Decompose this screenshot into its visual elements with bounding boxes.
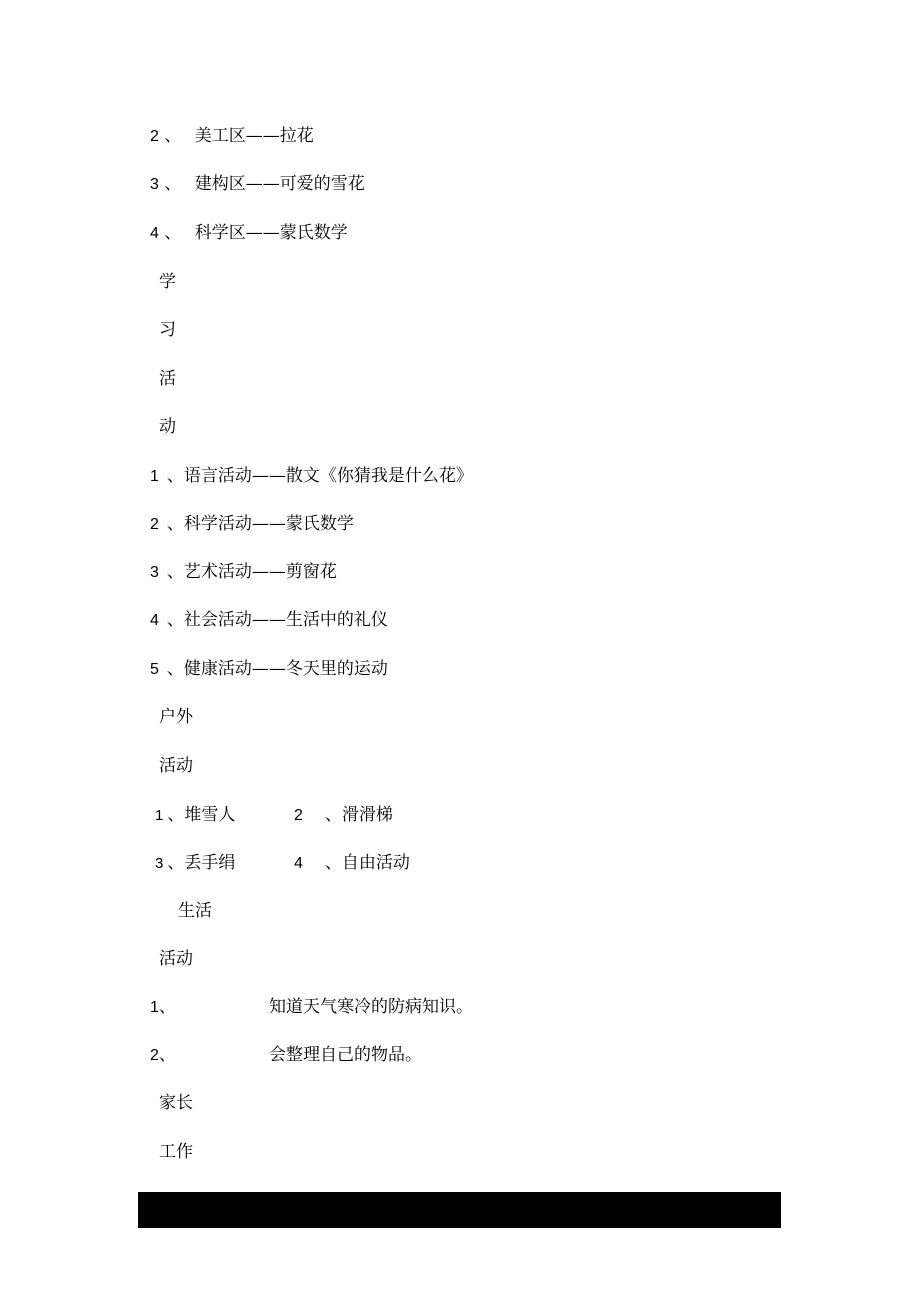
- item-sep: 、: [158, 1045, 176, 1065]
- life-item: [150, 995, 176, 1020]
- study-heading-char: 动: [159, 417, 176, 437]
- outdoor-item: [155, 803, 235, 828]
- item-number: 2: [150, 1047, 159, 1064]
- life-item-text: 知道天气寒冷的防病知识。: [269, 997, 473, 1017]
- item-sep: 、: [158, 997, 176, 1017]
- study-item: [150, 464, 473, 489]
- item-number: 4: [294, 855, 303, 872]
- outdoor-heading: 户外: [159, 707, 193, 727]
- item-number: 1: [150, 468, 159, 485]
- item-sep: 、: [164, 223, 182, 243]
- item-number: 4: [150, 225, 159, 242]
- study-item: [150, 560, 337, 585]
- life-heading: 活动: [159, 949, 193, 969]
- item-sep: 、: [164, 126, 182, 146]
- parent-work-heading: 家长: [159, 1093, 193, 1113]
- item-number: 2: [150, 128, 159, 145]
- study-heading-char: 学: [159, 272, 176, 292]
- outdoor-item: [294, 851, 410, 876]
- study-item: [150, 608, 388, 633]
- item-text: 、健康活动——冬天里的运动: [166, 659, 388, 679]
- study-item: [150, 512, 354, 537]
- item-text: 、滑滑梯: [324, 805, 393, 825]
- item-text: 、丢手绢: [167, 853, 236, 873]
- item-number: 3: [150, 564, 159, 581]
- study-heading-char: 习: [159, 320, 176, 340]
- item-number: 3: [155, 855, 164, 872]
- item-number: 3: [150, 176, 159, 193]
- study-item: [150, 657, 388, 682]
- item-text: 、自由活动: [324, 853, 410, 873]
- life-item: [150, 1043, 176, 1068]
- item-number: 1: [150, 999, 159, 1016]
- item-text: 、艺术活动——剪窗花: [166, 562, 337, 582]
- black-bar: [138, 1192, 781, 1228]
- item-text: 美工区——拉花: [194, 126, 314, 146]
- item-number: 2: [150, 516, 159, 533]
- item-number: 1: [155, 807, 164, 824]
- parent-work-heading: 工作: [159, 1142, 193, 1162]
- outdoor-item: [294, 803, 393, 828]
- outdoor-item: [155, 851, 235, 876]
- outdoor-heading: 活动: [159, 756, 193, 776]
- item-text: 、堆雪人: [167, 805, 236, 825]
- item-number: 4: [150, 612, 159, 629]
- area-item-4: [150, 221, 348, 246]
- item-text: 、语言活动——散文《你猜我是什么花》: [166, 466, 473, 486]
- life-item-text: 会整理自己的物品。: [269, 1045, 422, 1065]
- item-text: 、科学活动——蒙氏数学: [166, 514, 354, 534]
- item-text: 建构区——可爱的雪花: [194, 174, 365, 194]
- item-number: 2: [294, 807, 303, 824]
- study-heading-char: 活: [159, 369, 176, 389]
- life-heading: 生活: [178, 901, 212, 921]
- item-number: 5: [150, 661, 159, 678]
- item-sep: 、: [164, 174, 182, 194]
- item-text: 、社会活动——生活中的礼仪: [166, 610, 388, 630]
- item-text: 科学区——蒙氏数学: [194, 223, 348, 243]
- area-item-2: [150, 124, 314, 149]
- area-item-3: [150, 172, 365, 197]
